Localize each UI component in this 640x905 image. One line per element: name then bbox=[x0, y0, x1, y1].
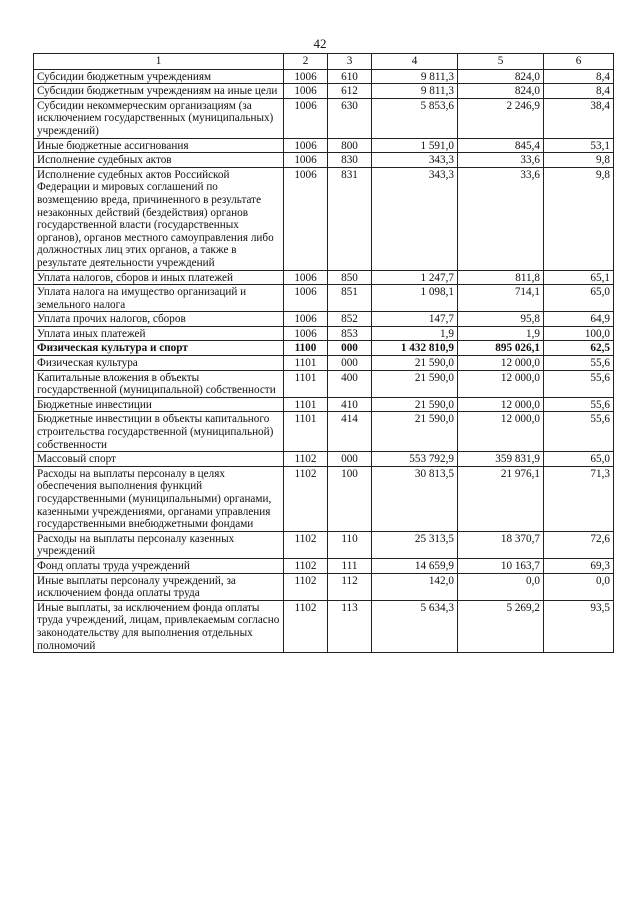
table-row bbox=[34, 341, 614, 356]
row-plan-cell: 1,9 bbox=[372, 326, 458, 341]
table-row bbox=[34, 573, 614, 600]
row-plan-cell: 30 813,5 bbox=[372, 466, 458, 531]
row-name-cell: Физическая культура и спорт bbox=[34, 341, 284, 356]
row-plan-cell: 1 098,1 bbox=[372, 285, 458, 312]
page-number: 42 bbox=[313, 36, 327, 51]
row-code-cell: 113 bbox=[328, 600, 372, 652]
row-name-cell: Субсидии некоммерческим организациям (за исключением государственных (муниципальных) учреждений) bbox=[34, 98, 284, 138]
row-fact-cell: 33,6 bbox=[458, 167, 544, 270]
table-row bbox=[34, 167, 614, 270]
row-fact-cell: 0,0 bbox=[458, 573, 544, 600]
row-name-cell: Уплата прочих налогов, сборов bbox=[34, 312, 284, 327]
table-row bbox=[34, 558, 614, 573]
row-section-cell: 1102 bbox=[284, 573, 328, 600]
budget-table bbox=[33, 53, 614, 653]
row-code-cell: 410 bbox=[328, 397, 372, 412]
row-percent-cell: 8,4 bbox=[544, 69, 614, 84]
row-plan-cell: 1 591,0 bbox=[372, 138, 458, 153]
row-code-cell: 852 bbox=[328, 312, 372, 327]
row-code-cell: 400 bbox=[328, 370, 372, 397]
row-section-cell: 1102 bbox=[284, 558, 328, 573]
row-fact-cell: 845,4 bbox=[458, 138, 544, 153]
row-percent-cell: 64,9 bbox=[544, 312, 614, 327]
row-fact-cell: 95,8 bbox=[458, 312, 544, 327]
row-section-cell: 1102 bbox=[284, 600, 328, 652]
column-number-2: 2 bbox=[284, 54, 328, 70]
row-section-cell: 1102 bbox=[284, 466, 328, 531]
row-fact-cell: 2 246,9 bbox=[458, 98, 544, 138]
row-code-cell: 800 bbox=[328, 138, 372, 153]
row-name-cell: Иные выплаты персоналу учреждений, за исключением фонда оплаты труда bbox=[34, 573, 284, 600]
row-percent-cell: 0,0 bbox=[544, 573, 614, 600]
row-section-cell: 1006 bbox=[284, 153, 328, 168]
row-name-cell: Уплата иных платежей bbox=[34, 326, 284, 341]
table-row bbox=[34, 69, 614, 84]
row-code-cell: 414 bbox=[328, 412, 372, 452]
row-name-cell: Субсидии бюджетным учреждениям bbox=[34, 69, 284, 84]
budget-table-body bbox=[34, 54, 614, 653]
row-percent-cell: 55,6 bbox=[544, 412, 614, 452]
table-row bbox=[34, 600, 614, 652]
row-section-cell: 1101 bbox=[284, 370, 328, 397]
row-plan-cell: 343,3 bbox=[372, 153, 458, 168]
row-section-cell: 1101 bbox=[284, 412, 328, 452]
row-fact-cell: 824,0 bbox=[458, 69, 544, 84]
row-plan-cell: 14 659,9 bbox=[372, 558, 458, 573]
row-fact-cell: 33,6 bbox=[458, 153, 544, 168]
row-code-cell: 610 bbox=[328, 69, 372, 84]
table-row bbox=[34, 84, 614, 99]
row-section-cell: 1100 bbox=[284, 341, 328, 356]
row-plan-cell: 5 853,6 bbox=[372, 98, 458, 138]
row-percent-cell: 72,6 bbox=[544, 531, 614, 558]
row-percent-cell: 53,1 bbox=[544, 138, 614, 153]
table-row bbox=[34, 312, 614, 327]
row-plan-cell: 9 811,3 bbox=[372, 69, 458, 84]
row-code-cell: 851 bbox=[328, 285, 372, 312]
row-plan-cell: 553 792,9 bbox=[372, 452, 458, 467]
row-section-cell: 1006 bbox=[284, 312, 328, 327]
row-plan-cell: 21 590,0 bbox=[372, 397, 458, 412]
row-percent-cell: 55,6 bbox=[544, 356, 614, 371]
row-plan-cell: 1 432 810,9 bbox=[372, 341, 458, 356]
row-plan-cell: 21 590,0 bbox=[372, 412, 458, 452]
row-code-cell: 000 bbox=[328, 452, 372, 467]
row-percent-cell: 38,4 bbox=[544, 98, 614, 138]
row-fact-cell: 5 269,2 bbox=[458, 600, 544, 652]
row-plan-cell: 1 247,7 bbox=[372, 270, 458, 285]
table-row bbox=[34, 466, 614, 531]
row-fact-cell: 895 026,1 bbox=[458, 341, 544, 356]
row-percent-cell: 65,1 bbox=[544, 270, 614, 285]
row-section-cell: 1006 bbox=[284, 138, 328, 153]
column-number-3: 3 bbox=[328, 54, 372, 70]
table-row bbox=[34, 412, 614, 452]
row-section-cell: 1102 bbox=[284, 452, 328, 467]
row-percent-cell: 55,6 bbox=[544, 370, 614, 397]
row-fact-cell: 359 831,9 bbox=[458, 452, 544, 467]
row-plan-cell: 25 313,5 bbox=[372, 531, 458, 558]
row-code-cell: 831 bbox=[328, 167, 372, 270]
row-percent-cell: 93,5 bbox=[544, 600, 614, 652]
row-name-cell: Расходы на выплаты персоналу в целях обеспечения выполнения функций государственными (муниципальными) органами, казенными учреждениями, органами управления государственными внебюджетными фондами bbox=[34, 466, 284, 531]
row-plan-cell: 5 634,3 bbox=[372, 600, 458, 652]
row-fact-cell: 12 000,0 bbox=[458, 412, 544, 452]
row-fact-cell: 21 976,1 bbox=[458, 466, 544, 531]
row-name-cell: Исполнение судебных актов bbox=[34, 153, 284, 168]
table-row bbox=[34, 452, 614, 467]
column-number-6: 6 bbox=[544, 54, 614, 70]
row-code-cell: 853 bbox=[328, 326, 372, 341]
row-name-cell: Иные бюджетные ассигнования bbox=[34, 138, 284, 153]
row-fact-cell: 18 370,7 bbox=[458, 531, 544, 558]
row-percent-cell: 8,4 bbox=[544, 84, 614, 99]
row-code-cell: 111 bbox=[328, 558, 372, 573]
row-name-cell: Субсидии бюджетным учреждениям на иные цели bbox=[34, 84, 284, 99]
column-number-1: 1 bbox=[34, 54, 284, 70]
table-row bbox=[34, 397, 614, 412]
row-name-cell: Физическая культура bbox=[34, 356, 284, 371]
row-name-cell: Уплата налога на имущество организаций и земельного налога bbox=[34, 285, 284, 312]
row-fact-cell: 1,9 bbox=[458, 326, 544, 341]
row-fact-cell: 12 000,0 bbox=[458, 370, 544, 397]
row-section-cell: 1006 bbox=[284, 167, 328, 270]
row-percent-cell: 100,0 bbox=[544, 326, 614, 341]
row-code-cell: 830 bbox=[328, 153, 372, 168]
table-row bbox=[34, 356, 614, 371]
row-name-cell: Массовый спорт bbox=[34, 452, 284, 467]
column-number-4: 4 bbox=[372, 54, 458, 70]
row-section-cell: 1006 bbox=[284, 270, 328, 285]
row-percent-cell: 71,3 bbox=[544, 466, 614, 531]
row-section-cell: 1101 bbox=[284, 356, 328, 371]
row-plan-cell: 9 811,3 bbox=[372, 84, 458, 99]
row-plan-cell: 21 590,0 bbox=[372, 370, 458, 397]
row-plan-cell: 147,7 bbox=[372, 312, 458, 327]
row-code-cell: 000 bbox=[328, 341, 372, 356]
table-row bbox=[34, 326, 614, 341]
row-percent-cell: 65,0 bbox=[544, 285, 614, 312]
row-fact-cell: 12 000,0 bbox=[458, 356, 544, 371]
row-name-cell: Капитальные вложения в объекты государственной (муниципальной) собственности bbox=[34, 370, 284, 397]
row-section-cell: 1101 bbox=[284, 397, 328, 412]
column-number-5: 5 bbox=[458, 54, 544, 70]
row-code-cell: 112 bbox=[328, 573, 372, 600]
table-row bbox=[34, 531, 614, 558]
row-code-cell: 850 bbox=[328, 270, 372, 285]
row-section-cell: 1006 bbox=[284, 285, 328, 312]
row-section-cell: 1102 bbox=[284, 531, 328, 558]
row-plan-cell: 343,3 bbox=[372, 167, 458, 270]
row-percent-cell: 9,8 bbox=[544, 153, 614, 168]
table-row bbox=[34, 153, 614, 168]
row-percent-cell: 69,3 bbox=[544, 558, 614, 573]
row-section-cell: 1006 bbox=[284, 326, 328, 341]
table-row bbox=[34, 285, 614, 312]
row-fact-cell: 824,0 bbox=[458, 84, 544, 99]
row-plan-cell: 21 590,0 bbox=[372, 356, 458, 371]
row-name-cell: Иные выплаты, за исключением фонда оплаты труда учреждений, лицам, привлекаемым согласно законодательству для выполнения отдельных полномочий bbox=[34, 600, 284, 652]
column-number-row bbox=[34, 54, 614, 70]
row-section-cell: 1006 bbox=[284, 84, 328, 99]
row-section-cell: 1006 bbox=[284, 69, 328, 84]
row-section-cell: 1006 bbox=[284, 98, 328, 138]
row-name-cell: Уплата налогов, сборов и иных платежей bbox=[34, 270, 284, 285]
row-fact-cell: 811,8 bbox=[458, 270, 544, 285]
row-percent-cell: 62,5 bbox=[544, 341, 614, 356]
row-code-cell: 630 bbox=[328, 98, 372, 138]
row-fact-cell: 12 000,0 bbox=[458, 397, 544, 412]
row-name-cell: Расходы на выплаты персоналу казенных учреждений bbox=[34, 531, 284, 558]
row-plan-cell: 142,0 bbox=[372, 573, 458, 600]
row-code-cell: 110 bbox=[328, 531, 372, 558]
row-percent-cell: 55,6 bbox=[544, 397, 614, 412]
table-row bbox=[34, 138, 614, 153]
row-name-cell: Бюджетные инвестиции в объекты капитального строительства государственной (муниципальной) собственности bbox=[34, 412, 284, 452]
row-code-cell: 612 bbox=[328, 84, 372, 99]
row-code-cell: 100 bbox=[328, 466, 372, 531]
table-row bbox=[34, 270, 614, 285]
row-code-cell: 000 bbox=[328, 356, 372, 371]
row-name-cell: Фонд оплаты труда учреждений bbox=[34, 558, 284, 573]
row-fact-cell: 10 163,7 bbox=[458, 558, 544, 573]
row-percent-cell: 65,0 bbox=[544, 452, 614, 467]
table-row bbox=[34, 370, 614, 397]
row-name-cell: Исполнение судебных актов Российской Федерации и мировых соглашений по возмещению вреда, причиненного в результате незаконных действий (бездействия) органов государственной власти (государственных органов), органов местного самоуправления либо должностных лиц этих органов, а также в результате деятельности учреждений bbox=[34, 167, 284, 270]
table-row bbox=[34, 98, 614, 138]
row-fact-cell: 714,1 bbox=[458, 285, 544, 312]
row-name-cell: Бюджетные инвестиции bbox=[34, 397, 284, 412]
row-percent-cell: 9,8 bbox=[544, 167, 614, 270]
